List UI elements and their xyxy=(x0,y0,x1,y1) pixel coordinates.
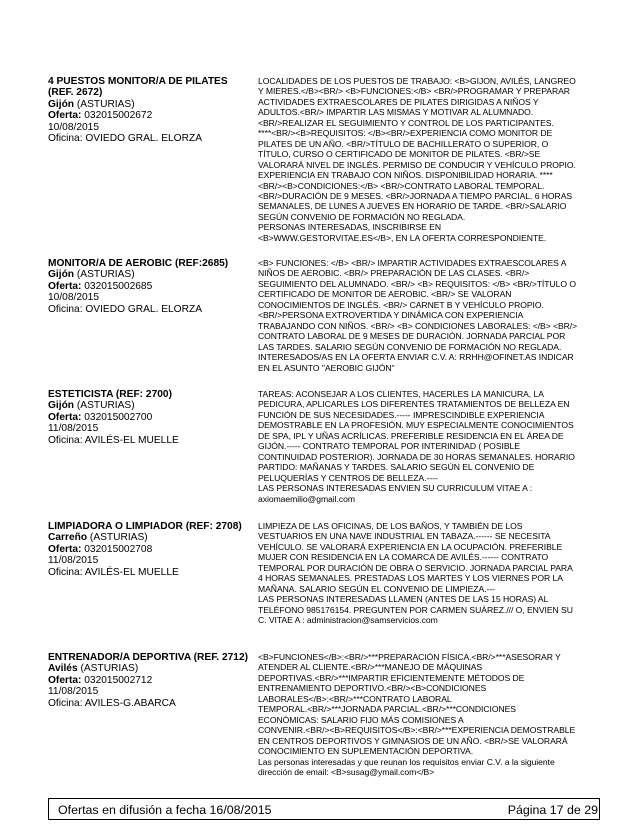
footer-date: Ofertas en difusión a fecha 16/08/2015 xyxy=(58,803,272,817)
offer-city: Avilés xyxy=(48,663,78,675)
offer-summary xyxy=(48,652,248,709)
offer-province: (ASTURIAS) xyxy=(76,98,135,110)
offer-province: (ASTURIAS) xyxy=(76,400,135,412)
offer-number: 032015002672 xyxy=(84,110,153,122)
offer-location xyxy=(48,532,248,543)
offer-description: TAREAS: ACONSEJAR A LOS CLIENTES, HACERLES LA MANICURA, LA PEDICURA, APLICARLES LOS DIFERENTES TRATAMIENTOS DE BELLEZA EN FUNCIÓN DE SUS NECESIDADES.----- IMPRESCINDIBLE EXPERIENCIA DEMOSTRABLE EN LA PROFESIÓN. MUY ESPECIALMENTE CONOCIMIENTOS DE SPA, IPL Y UÑAS ACRÍLICAS. PREFERIBLE RESIDENCIA EN EL ÁREA DE GIJÓN.----- CONTRATO TEMPORAL POR INTERINIDAD ( POSIBLE CONTINUIDAD POSTERIOR). JORNADA DE 30 HORAS SEMANALES. HORARIO PARTIDO: MAÑANAS Y TARDES. SALARIO SEGÚN EL CONVENIO DE PELUQUERÍAS Y CENTROS DE BELLEZA.---- LAS PERSONAS INTERESADAS ENVIEN SU CURRICULUM VITAE A : axiomaemilio@gmail.com xyxy=(258,389,575,504)
offer-location xyxy=(48,269,248,280)
offer-province: (ASTURIAS) xyxy=(76,269,135,281)
offer-title: LIMPIADORA O LIMPIADOR (REF: 2708) xyxy=(48,521,242,532)
offer-title: 4 PUESTOS MONITOR/A DE PILATES (REF. 2672) xyxy=(48,76,228,99)
offer-number-row xyxy=(48,675,248,686)
offer-city: Carreño xyxy=(48,532,88,544)
offer-office: Oficina: AVILES-G.ABARCA xyxy=(48,697,176,709)
offer-number-row xyxy=(48,281,248,292)
offer-title: MONITOR/A DE AEROBIC (REF:2685) xyxy=(48,258,229,269)
offer-date: 11/08/2015 xyxy=(48,686,99,698)
offer-number-label: Oferta: xyxy=(48,280,82,292)
offer-office: Oficina: OVIEDO GRAL. ELORZA xyxy=(48,303,202,315)
offer-description: <B> FUNCIONES: </B> <BR/> IMPARTIR ACTIVIDADES EXTRAESCOLARES A NIÑOS DE AEROBIC. <BR/> PREPARACIÓN DE LAS CLASES. <BR/> SEGUIMIENTO DEL ALUMNADO. <BR/> <B> REQUISITOS: </B> <BR/>TÍTULO O CERTIFICADO DE MONITOR DE AEROBIC. <BR/> SE VALORAN CONOCIMIENTOS DE INGLÉS. <BR/> CARNET B Y VEHÍCULO PROPIO. <BR/>PERSONA EXTROVERTIDA Y DINÁMICA CON EXPERIENCIA TRABAJANDO CON NIÑOS. <BR/> <B> CONDICIONES LABORALES: </B> <BR/> CONTRATO LABORAL DE 9 MESES DE DURACIÓN. JORNADA PARCIAL POR LAS TARDES. SALARIO SEGÚN CONVENIO DE FORMACIÓN NO REGLADA. INTERESADOS/AS EN LA OFERTA ENVIAR C.V. A: RRHH@OFINET.AS INDICAR EN EL ASUNTO "AEROBIC GIJÓN" xyxy=(258,258,578,373)
offer-number-row xyxy=(48,412,248,423)
offer-number: 032015002708 xyxy=(84,543,153,555)
offer-date: 10/08/2015 xyxy=(48,121,99,133)
offer-location xyxy=(48,400,248,411)
offer-description: LOCALIDADES DE LOS PUESTOS DE TRABAJO: <B>GIJON, AVILÉS, LANGREO Y MIERES.</B><BR/> <B>FUNCIONES:</B> <BR/>PROGRAMAR Y PREPARAR ACTIVIDADES EXTRAESCOLARES DE PILATES DIRIGIDAS A NIÑOS Y ADULTOS.<BR/> IMPARTIR LAS MISMAS Y MOTIVAR AL ALUMNADO. <BR/>REALIZAR EL SEGUIMIENTO Y CONTROL DE LOS PARTICIPANTES. ****<BR/><B>REQUISITOS: </B><BR/>EXPERIENCIA COMO MONITOR DE PILATES DE UN AÑO. <BR/>TÍTULO DE BACHILLERATO O SUPERIOR, O TÍTULO, CURSO O CERTIFICADO DE MONITOR DE PILATES. <BR/>SE VALORARÁ NIVEL DE INGLÉS. PERMISO DE CONDUCIR Y VEHÍCULO PROPIO. EXPERIENCIA EN TRABAJO CON NIÑOS. DISPONIBILIDAD HORARIA. **** <BR/><B>CONDICIONES:</B> <BR/>CONTRATO LABORAL TEMPORAL. <BR/>DURACIÓN DE 9 MESES. <BR/>JORNADA A TIEMPO PARCIAL. 6 HORAS SEMANALES, DE LUNES A JUEVES EN HORARIO DE TARDE. <BR/>SALARIO SEGÚN CONVENIO DE FORMACIÓN NO REGLADA. PERSONAS INTERESADAS, INSCRIBIRSE EN <B>WWW.GESTORVITAE.ES</B>, EN LA OFERTA CORRESPONDIENTE. xyxy=(258,76,576,243)
offer-number: 032015002712 xyxy=(84,674,153,686)
offer-number-row xyxy=(48,110,248,121)
offer-summary xyxy=(48,521,248,578)
offer-number: 032015002700 xyxy=(84,411,153,423)
offer-office: Oficina: OVIEDO GRAL. ELORZA xyxy=(48,133,202,145)
offer-number-label: Oferta: xyxy=(48,411,82,423)
offer-number-row xyxy=(48,544,248,555)
offer-summary xyxy=(48,389,248,446)
offer-number-label: Oferta: xyxy=(48,110,82,122)
page-number: Página 17 de 29 xyxy=(507,803,598,817)
offer-office: Oficina: AVILÉS-EL MUELLE xyxy=(48,434,179,446)
offer-province: (ASTURIAS) xyxy=(89,532,148,544)
offer-province: (ASTURIAS) xyxy=(80,663,139,675)
offer-location xyxy=(48,663,248,674)
offer-summary xyxy=(48,258,248,315)
offer-city: Gijón xyxy=(48,98,75,110)
offer-number-label: Oferta: xyxy=(48,543,82,555)
offer-summary xyxy=(48,76,248,144)
offer-date: 10/08/2015 xyxy=(48,292,99,304)
offer-description: <B>FUNCIONES</B>:<BR/>***PREPARACIÓN FÍSICA.<BR/>***ASESORAR Y ATENDER AL CLIENTE.<BR/>***MANEJO DE MÁQUINAS DEPORTIVAS.<BR/>***IMPARTIR EFICIENTEMENTE MÉTODOS DE ENTRENAMIENTO DEPORTIVO.<BR/><B>CONDICIONES LABORALES</B>:<BR/>***CONTRATO LABORAL TEMPORAL.<BR/>***JORNADA PARCIAL.<BR/>***CONDICIONES ECONÓMICAS: SALARIO FIJO MÁS COMISIONES A CONVENIR.<BR/><B>REQUISITOS</B>:<BR/>***EXPERIENCIA DEMOSTRABLE EN CENTROS DEPORTIVOS Y GIMNASIOS DE UN AÑO. <BR/>SE VALORARÁ CONOCIMIENTO EN SUPLEMENTACIÓN DEPORTIVA. Las personas interesadas y que reunan los requisitos enviar C.V. a la siguiente dirección de email: <B>susag@ymail.com</B> xyxy=(258,652,576,777)
offer-description: LIMPIEZA DE LAS OFICINAS, DE LOS BAÑOS, Y TAMBIÉN DE LOS VESTUARIOS EN UNA NAVE INDUSTRIAL EN TABAZA.------ SE NECESITA VEHÍCULO. SE VALORARÁ EXPERIENCIA EN LA OCUPACIÓN. PREFERIBLE MUJER CON RESIDENCIA EN LA COMARCA DE AVILÉS.------ CONTRATO TEMPORAL POR DURACIÓN DE OBRA O SERVICIO. JORNADA PARCIAL PARA 4 HORAS SEMANALES. PRESTADAS LOS MARTES Y LOS VIERNES POR LA MAÑANA. SALARIO SEGÚN EL CONVENIO DE LIMPIEZA.--- LAS PERSONAS INTERESADAS LLAMEN (ANTES DE LAS 15 HORAS) AL TELÉFONO 985176154. PREGUNTEN POR CARMEN SUÁREZ./// O, ENVIEN SU C. VITAE A : administracion@samservicios.com xyxy=(258,521,573,626)
offer-date: 11/08/2015 xyxy=(48,555,99,567)
offer-office: Oficina: AVILÉS-EL MUELLE xyxy=(48,566,179,578)
offer-date: 11/08/2015 xyxy=(48,423,99,435)
offer-location xyxy=(48,99,248,110)
offer-number-label: Oferta: xyxy=(48,674,82,686)
offer-city: Gijón xyxy=(48,400,75,412)
offer-title: ESTETICISTA (REF: 2700) xyxy=(48,389,172,400)
offer-title: ENTRENADOR/A DEPORTIVA (REF. 2712) xyxy=(48,652,249,663)
offer-city: Gijón xyxy=(48,269,75,281)
offer-number: 032015002685 xyxy=(84,280,153,292)
